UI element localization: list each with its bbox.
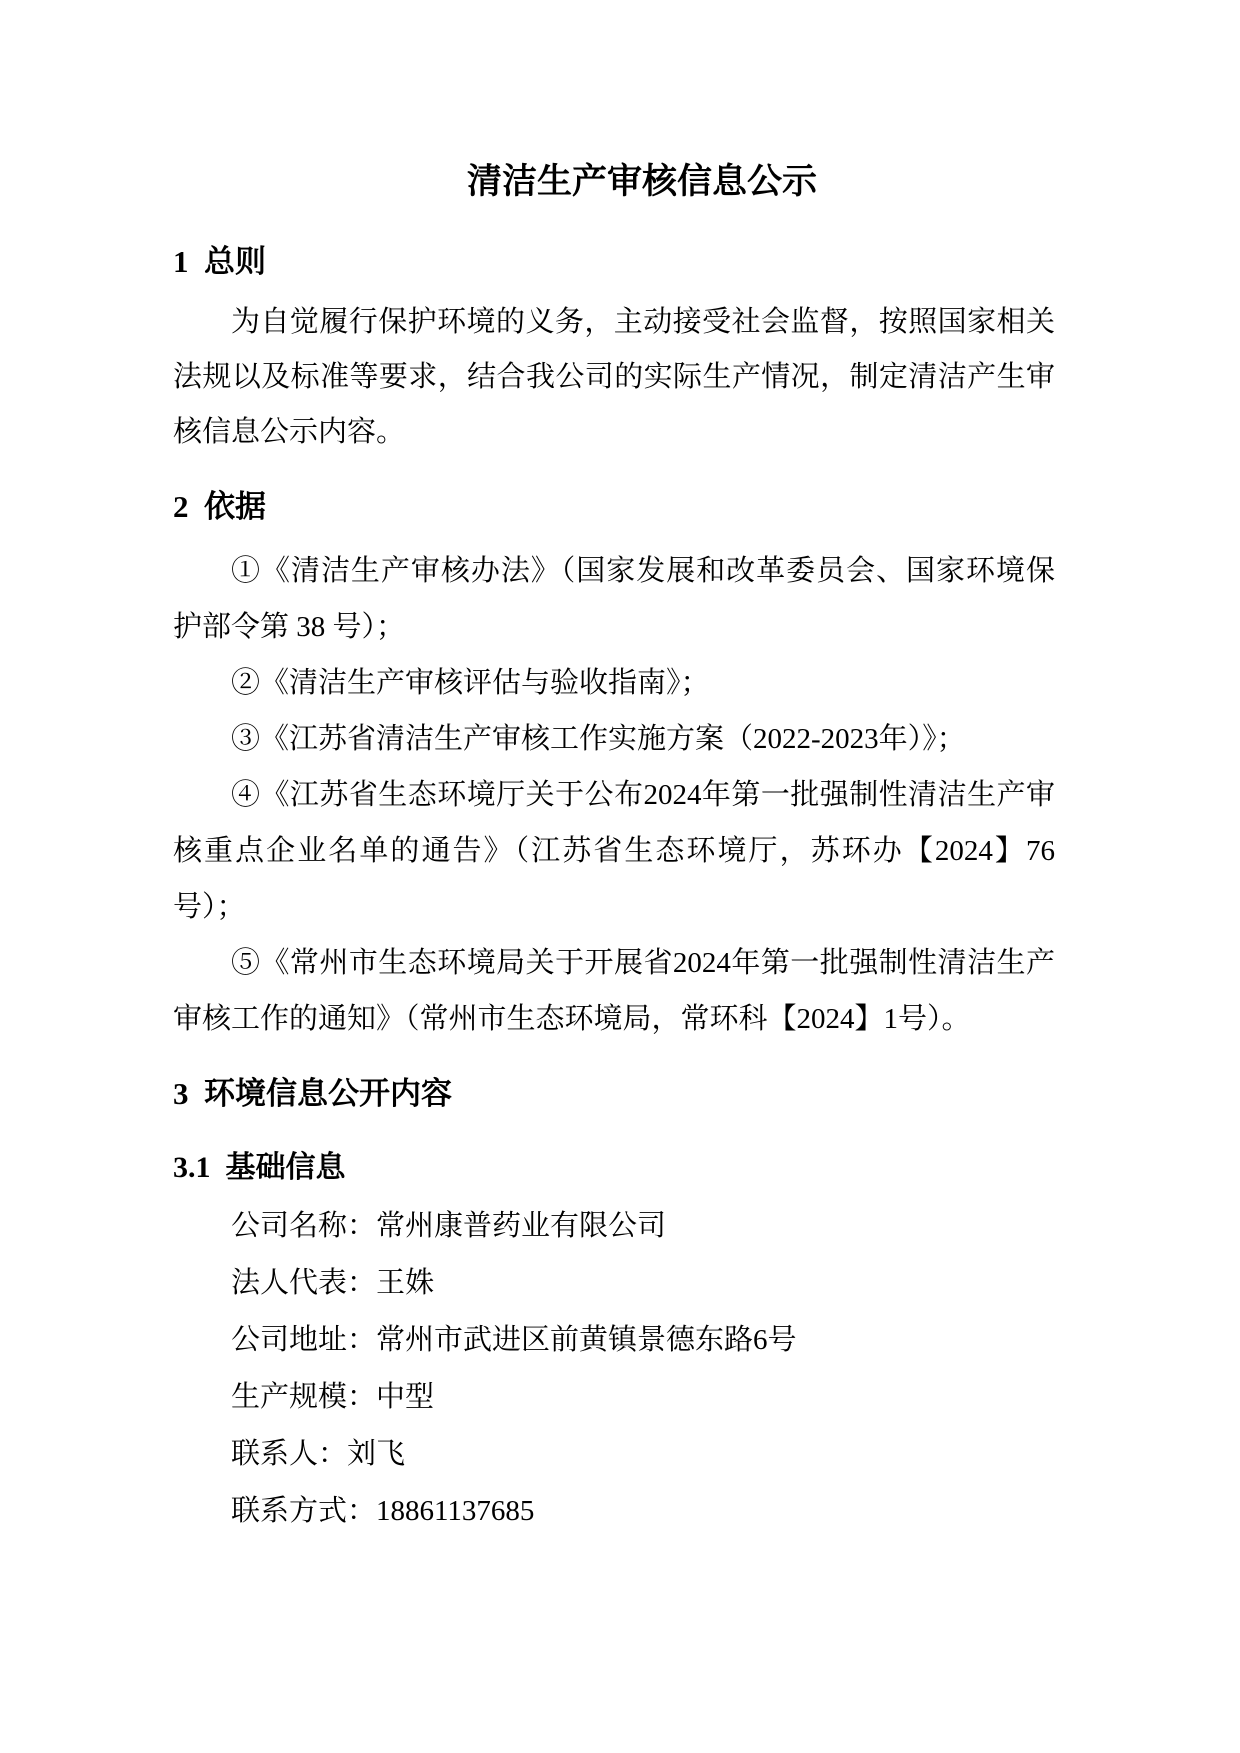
section-heading-basis: 2 依据 (173, 489, 266, 524)
basis-item-3: ③《江苏省清洁生产审核工作实施方案（2022-2023年）》； (231, 723, 966, 755)
info-line-contact-phone: 联系方式：18861137685 (231, 1495, 535, 1527)
basis-item-list (173, 543, 1055, 1047)
basis-item-5: ⑤《常州市生态环境局关于开展省2024年第一批强制性清洁生产审核工作的通知》（常州市生态环境局，常环科【2024】1号）。 (173, 947, 1055, 1035)
subsection-heading-basic-info: 3.1 基础信息 (173, 1151, 346, 1184)
basis-item-1: ①《清洁生产审核办法》（国家发展和改革委员会、国家环境保护部令第 38 号）； (173, 555, 1055, 643)
info-line-contact-person: 联系人：刘飞 (231, 1438, 406, 1470)
basis-item-2: ②《清洁生产审核评估与验收指南》； (231, 667, 710, 699)
info-line-company-address: 公司地址：常州市武进区前黄镇景德东路6号 (231, 1324, 797, 1356)
section-heading-disclosure: 3 环境信息公开内容 (173, 1076, 452, 1111)
paragraph-general: 为自觉履行保护环境的义务，主动接受社会监督，按照国家相关法规以及标准等要求，结合我公司的实际生产情况，制定清洁产生审核信息公示内容。 (173, 306, 1055, 448)
info-line-production-scale: 生产规模：中型 (231, 1381, 435, 1413)
basis-item-4: ④《江苏省生态环境厅关于公布2024年第一批强制性清洁生产审核重点企业名单的通告》（江苏省生态环境厅，苏环办【2024】76号）； (173, 779, 1055, 923)
section-heading-general: 1 总则 (173, 244, 266, 279)
info-line-legal-representative: 法人代表：王姝 (231, 1267, 435, 1299)
info-line-company-name: 公司名称：常州康普药业有限公司 (231, 1210, 667, 1242)
basic-info-list (173, 1198, 1055, 1540)
document-title: 清洁生产审核信息公示 (466, 162, 817, 201)
